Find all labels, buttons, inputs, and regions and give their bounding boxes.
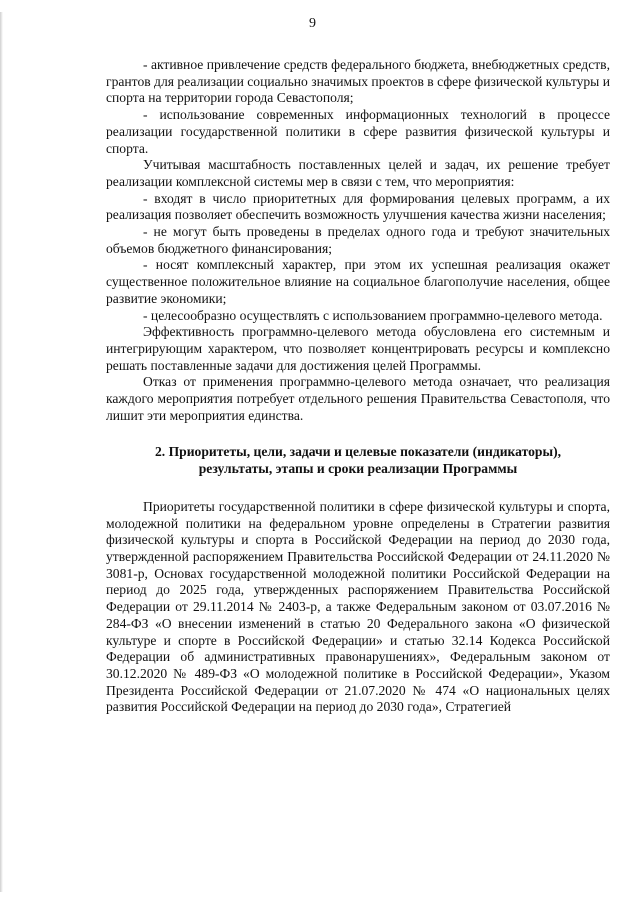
paragraph-bullet-one-year: - не могут быть проведены в пределах одного года и требуют значительных объемов бюджетного финансирования; [106, 224, 610, 256]
paragraph-bullet-priority: - входят в число приоритетных для формирования целевых программ, а их реализация позволяет обеспечить возможность улучшения качества жизни населения; [106, 190, 610, 223]
paragraph-refusal: Отказ от применения программно-целевого метода означает, что реализация каждого мероприятия потребует отдельного решения Правительства Севастополя, что лишит эти мероприятия единства. [106, 374, 610, 423]
page-number: 9 [309, 16, 316, 31]
section-heading [106, 444, 610, 477]
section-heading-line1: 2. Приоритеты, цели, задачи и целевые показатели (индикаторы), [155, 444, 561, 460]
paragraph-bullet-technologies: - использование современных информационных технологий в процессе реализации государственной политики в сфере развития физической культуры и спорта. [106, 107, 610, 156]
paragraph-scale: Учитывая масштабность поставленных целей и задач, их решение требует реализации комплексной системы мер в связи с тем, что мероприятия: [106, 157, 610, 189]
section-heading-line2: результаты, этапы и сроки реализации Программы [198, 461, 518, 477]
paragraph-bullet-method: - целесообразно осуществлять с использованием программно-целевого метода. [143, 307, 603, 323]
page-content [106, 57, 610, 716]
section-body [106, 499, 610, 716]
paragraph-bullet-funding: - активное привлечение средств федерального бюджета, внебюджетных средств, грантов для реализации социально значимых проектов в сфере физической культуры и спорта на территории города Севастополя; [106, 57, 610, 106]
paragraph-efficiency: Эффективность программно-целевого метода обусловлена его системным и интегрирующим характером, что позволяет концентрировать ресурсы и комплексно решать поставленные задачи для достижения целей Программы. [106, 324, 610, 373]
paragraph-bullet-complex: - носят комплексный характер, при этом их успешная реализация окажет существенное положительное влияние на социальное благополучие населения, общее развитие экономики; [106, 257, 610, 306]
paragraph-priorities: Приоритеты государственной политики в сфере физической культуры и спорта, молодежной политики на федеральном уровне определены в Стратегии развития физической культуры и спорта в Российской Федерации на период до 2030 года, утвержденной распоряжением Правительства Российской Федерации от 24.11.2020 № 3081-р, Основах государственной молодежной политики Российской Федерации на период до 2025 года, утвержденных распоряжением Правительства Российской Федерации от 29.11.2014 № 2403-р, а также Федеральным законом от 03.07.2016 № 284-ФЗ «О внесении изменений в статью 20 Федерального закона «О физической культуре и спорте в Российской Федерации» и статью 32.14 Кодекса Российской Федерации об административных правонарушениях», Федеральным законом от 30.12.2020 № 489-ФЗ «О молодежной политике в Российской Федерации», Указом Президента Российской Федерации от 21.07.2020 № 474 «О национальных целях развития Российской Федерации на период до 2030 года», Стратегией [106, 498, 610, 715]
scan-edge [0, 12, 3, 892]
